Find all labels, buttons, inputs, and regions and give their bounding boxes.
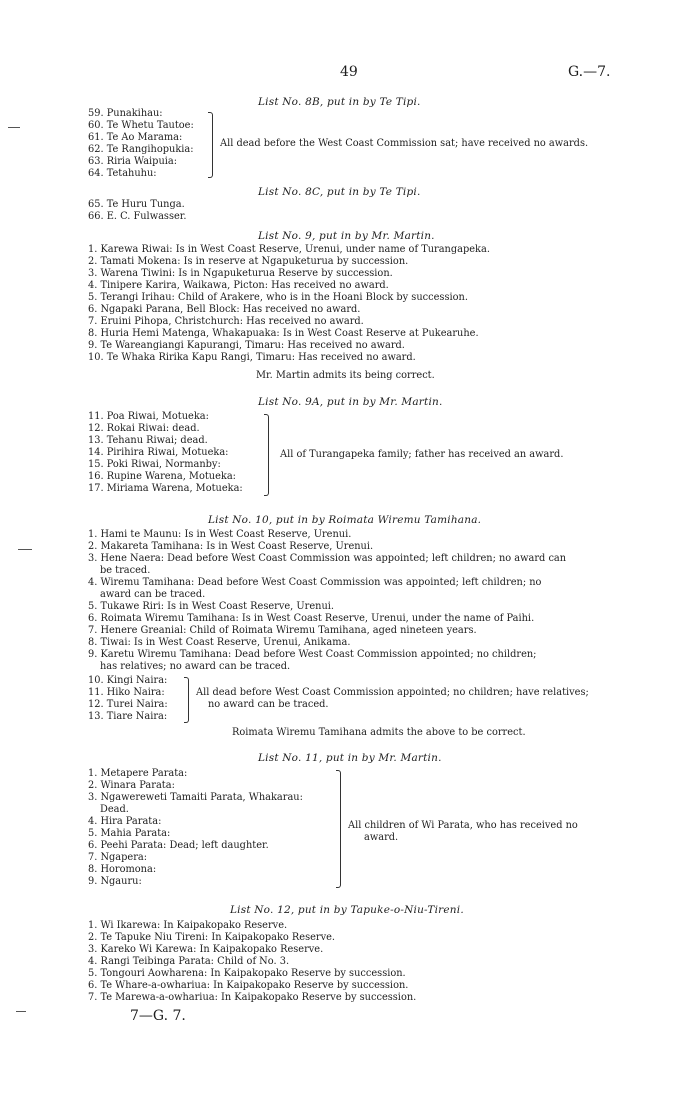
- list-item: 6. Ngapaki Parana, Bell Block: Has received no award.: [88, 304, 361, 315]
- list-item: 7. Ngapera:: [88, 852, 148, 863]
- list-item: 1. Hami te Maunu: Is in West Coast Reserve, Urenui.: [88, 529, 352, 540]
- list-8c-caption: List No. 8C, put in by Te Tipi.: [258, 186, 421, 198]
- list-item: 4. Tinipere Karira, Waikawa, Picton: Has received no award.: [88, 280, 389, 291]
- list-item: 1. Metapere Parata:: [88, 768, 188, 779]
- list-item: 5. Tongouri Aowharena: In Kaipakopako Reserve by succession.: [88, 968, 406, 979]
- margin-mark: [8, 127, 20, 128]
- list-12-caption: List No. 12, put in by Tapuke-o-Niu-Tireni.: [230, 904, 464, 916]
- list-item: 12. Turei Naira:: [88, 699, 168, 710]
- list-item: 60. Te Whetu Tautoe:: [88, 120, 194, 131]
- list-item: 4. Wiremu Tamihana: Dead before West Coast Commission was appointed; left children; no: [88, 577, 542, 588]
- list-item: 17. Miriama Warena, Motueka:: [88, 483, 243, 494]
- list-item: 10. Te Whaka Ririka Kapu Rangi, Timaru: Has received no award.: [88, 352, 416, 363]
- list-item: 8. Tiwai: Is in West Coast Reserve, Urenui, Anikama.: [88, 637, 351, 648]
- list-item: 11. Hiko Naira:: [88, 687, 165, 698]
- page-number: 49: [340, 64, 358, 80]
- list-10-caption: List No. 10, put in by Roimata Wiremu Tamihana.: [208, 514, 482, 526]
- brace: [336, 770, 341, 888]
- list-item: 5. Tukawe Riri: Is in West Coast Reserve, Urenui.: [88, 601, 334, 612]
- list-item: 6. Peehi Parata: Dead; left daughter.: [88, 840, 269, 851]
- list-8b-caption: List No. 8B, put in by Te Tipi.: [258, 96, 421, 108]
- list-item: 4. Rangi Teibinga Parata: Child of No. 3.: [88, 956, 290, 967]
- list-item: 13. Tehanu Riwai; dead.: [88, 435, 208, 446]
- margin-mark: [18, 549, 32, 550]
- list-item: 1. Wi Ikarewa: In Kaipakopako Reserve.: [88, 920, 288, 931]
- list-item: 8. Horomona:: [88, 864, 157, 875]
- list-item-continuation: Dead.: [100, 804, 129, 815]
- list-item: 12. Rokai Riwai: dead.: [88, 423, 200, 434]
- brace: [264, 414, 269, 496]
- list-item-continuation: award can be traced.: [100, 589, 206, 600]
- group-note-continuation: no award can be traced.: [208, 699, 329, 710]
- list-item: 66. E. C. Fulwasser.: [88, 211, 187, 222]
- list-item: 8. Huria Hemi Matenga, Whakapuaka: Is in West Coast Reserve at Pukearuhe.: [88, 328, 479, 339]
- list-item: 3. Kareko Wi Karewa: In Kaipakopako Reserve.: [88, 944, 324, 955]
- list-item: 64. Tetahuhu:: [88, 168, 157, 179]
- list-item: 4. Hira Parata:: [88, 816, 162, 827]
- list-item: 65. Te Huru Tunga.: [88, 199, 185, 210]
- list-item: 9. Karetu Wiremu Tamihana: Dead before West Coast Commission appointed; no children;: [88, 649, 537, 660]
- group-note: All dead before the West Coast Commission sat; have received no awards.: [220, 138, 589, 149]
- document-reference: G.—7.: [568, 64, 611, 80]
- list-item: 9. Te Wareangiangi Kapurangi, Timaru: Has received no award.: [88, 340, 405, 351]
- list-item: 5. Mahia Parata:: [88, 828, 171, 839]
- list-item: 7. Te Marewa-a-owhariua: In Kaipakopako Reserve by succession.: [88, 992, 417, 1003]
- list-item: 1. Karewa Riwai: Is in West Coast Reserve, Urenui, under name of Turangapeka.: [88, 244, 490, 255]
- list-item: 2. Tamati Mokena: Is in reserve at Ngapuketurua by succession.: [88, 256, 409, 267]
- brace: [184, 677, 189, 723]
- list-item: 61. Te Ao Marama:: [88, 132, 183, 143]
- list-item: 15. Poki Riwai, Normanby:: [88, 459, 221, 470]
- list-item: 6. Roimata Wiremu Tamihana: Is in West Coast Reserve, Urenui, under the name of Paihi.: [88, 613, 535, 624]
- group-note: All dead before West Coast Commission appointed; no children; have relatives;: [196, 687, 589, 698]
- list-9-caption: List No. 9, put in by Mr. Martin.: [258, 230, 435, 242]
- list-item-continuation: has relatives; no award can be traced.: [100, 661, 291, 672]
- group-note: All of Turangapeka family; father has received an award.: [280, 449, 564, 460]
- list-item: 7. Henere Greanial: Child of Roimata Wiremu Tamihana, aged nineteen years.: [88, 625, 477, 636]
- list-item: 9. Ngauru:: [88, 876, 142, 887]
- brace: [208, 112, 213, 178]
- group-note: All children of Wi Parata, who has received no: [348, 820, 578, 831]
- list-item: 62. Te Rangihopukia:: [88, 144, 194, 155]
- list-item: 10. Kingi Naira:: [88, 675, 168, 686]
- list-item: 14. Pirihira Riwai, Motueka:: [88, 447, 229, 458]
- signature-reference: 7—G. 7.: [130, 1008, 186, 1024]
- group-note-continuation: award.: [364, 832, 399, 843]
- list-footer: Mr. Martin admits its being correct.: [256, 370, 435, 381]
- list-item: 2. Te Tapuke Niu Tireni: In Kaipakopako Reserve.: [88, 932, 336, 943]
- list-item: 5. Terangi Irihau: Child of Arakere, who is in the Hoani Block by succession.: [88, 292, 468, 303]
- list-item: 3. Ngawereweti Tamaiti Parata, Whakarau:: [88, 792, 303, 803]
- margin-mark: [16, 1011, 26, 1012]
- list-item-continuation: be traced.: [100, 565, 151, 576]
- list-item: 7. Eruini Pihopa, Christchurch: Has received no award.: [88, 316, 364, 327]
- list-item: 63. Riria Waipuia:: [88, 156, 178, 167]
- list-item: 59. Punakihau:: [88, 108, 163, 119]
- list-item: 16. Rupine Warena, Motueka:: [88, 471, 236, 482]
- list-item: 3. Warena Tiwini: Is in Ngapuketurua Reserve by succession.: [88, 268, 393, 279]
- list-item: 3. Hene Naera: Dead before West Coast Commission was appointed; left children; no award can: [88, 553, 567, 564]
- list-item: 13. Tiare Naira:: [88, 711, 168, 722]
- list-item: 11. Poa Riwai, Motueka:: [88, 411, 209, 422]
- list-11-caption: List No. 11, put in by Mr. Martin.: [258, 752, 442, 764]
- list-item: 6. Te Whare-a-owhariua: In Kaipakopako Reserve by succession.: [88, 980, 409, 991]
- list-9a-caption: List No. 9A, put in by Mr. Martin.: [258, 396, 443, 408]
- list-footer: Roimata Wiremu Tamihana admits the above to be correct.: [232, 727, 526, 738]
- list-item: 2. Winara Parata:: [88, 780, 175, 791]
- list-item: 2. Makareta Tamihana: Is in West Coast Reserve, Urenui.: [88, 541, 374, 552]
